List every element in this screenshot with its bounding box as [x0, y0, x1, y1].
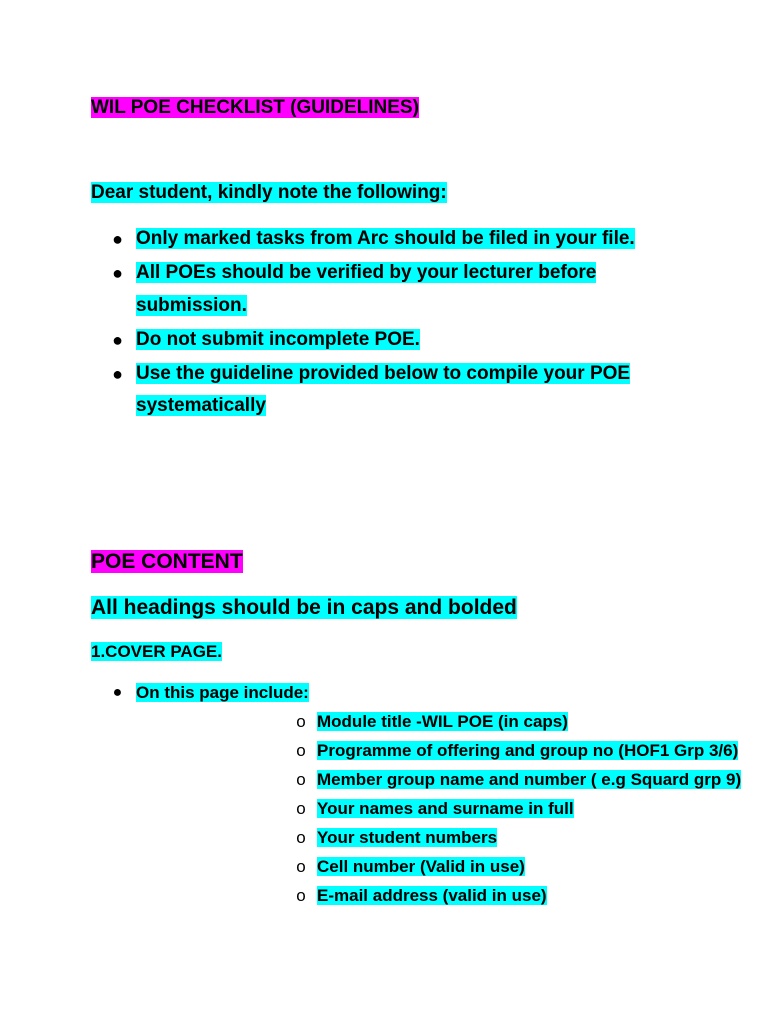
notes-list [0, 223, 660, 424]
bullet-icon: ● [112, 363, 123, 384]
sub-list-item: o Your student numbers [136, 824, 741, 853]
checklist-title: WIL POE CHECKLIST (GUIDELINES) [91, 97, 419, 118]
sub-list-item: o Member group name and number ( e.g Squard grp 9) [136, 766, 741, 795]
cover-page-heading: 1.COVER PAGE. [91, 642, 222, 661]
circle-bullet-icon: o [296, 857, 306, 876]
poe-content-heading: POE CONTENT [91, 550, 243, 573]
list-item: ● On this page include: o Module title -WIL POE (in caps) o Programme of offering and group no (HOF1 Grp 3/6) o Member group name and number ( e.g Squard grp 9) o Your names and surname in full o Your student numbers o Cell number (Valid in use) o E-mail address (valid in use) [0, 679, 741, 911]
sub-list-item: o Programme of offering and group no (HOF1 Grp 3/6) [136, 737, 741, 766]
bullet-icon: ● [112, 684, 123, 701]
sub-list-item: o E-mail address (valid in use) [136, 882, 741, 911]
bullet-icon: ● [112, 263, 123, 283]
sub-list-item: o Module title -WIL POE (in caps) [136, 708, 741, 737]
intro-text: Dear student, kindly note the following: [91, 182, 447, 203]
sub-list-item: o Cell number (Valid in use) [136, 853, 741, 882]
circle-bullet-icon: o [296, 886, 306, 905]
circle-bullet-icon: o [296, 828, 306, 847]
headings-instruction: All headings should be in caps and bolded [91, 596, 517, 619]
bullet-icon: ● [112, 229, 123, 249]
bullet-icon: ● [112, 329, 123, 350]
list-item: ● Do not submit incomplete POE. [0, 324, 660, 357]
cover-page-list [0, 679, 741, 911]
list-item: ● All POEs should be verified by your lecturer before submission. [0, 257, 660, 322]
list-item: ● Use the guideline provided below to compile your POE systematically [0, 358, 660, 423]
cover-page-sublist [136, 708, 741, 911]
list-item: ● Only marked tasks from Arc should be filed in your file. [0, 223, 660, 256]
circle-bullet-icon: o [296, 741, 306, 760]
circle-bullet-icon: o [296, 712, 306, 731]
sub-list-item: o Your names and surname in full [136, 795, 741, 824]
circle-bullet-icon: o [296, 799, 306, 818]
circle-bullet-icon: o [296, 770, 306, 789]
